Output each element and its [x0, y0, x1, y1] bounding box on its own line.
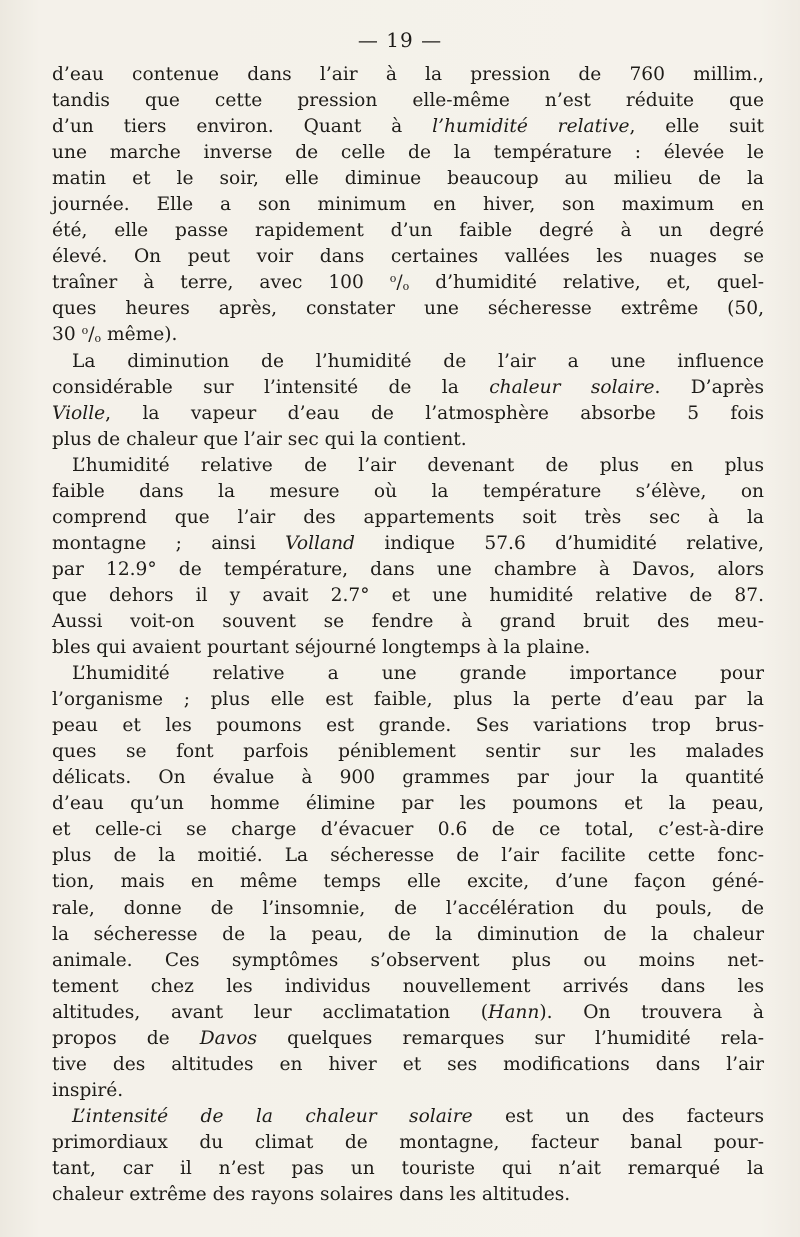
text-run: élevé. On peut voir dans certaines vallées les nuages se [52, 246, 764, 268]
paragraph [52, 62, 764, 349]
text-line [52, 557, 764, 583]
text-line [52, 531, 764, 557]
text-line [52, 322, 764, 348]
italic-term: Violle [52, 402, 106, 424]
text-run: animale. Ces symptômes s’observent plus ou moins net- [52, 949, 764, 971]
text-line [52, 140, 764, 166]
text-line [52, 62, 764, 88]
text-run: L’humidité relative a une grande importance pour [72, 663, 764, 685]
text-run: été, elle passe rapidement d’un faible degré à un degré [52, 220, 764, 242]
text-run: considérable sur l’intensité de la [52, 376, 490, 398]
italic-term: l’humidité relative [432, 116, 630, 138]
text-run: peau et les poumons est grande. Ses variations trop brus- [52, 715, 764, 737]
text-run: ques heures après, constater une sécheresse extrême (50, [52, 298, 764, 320]
text-line [52, 1156, 764, 1182]
paragraph [52, 349, 764, 453]
text-line [52, 1000, 764, 1026]
text-line [52, 375, 764, 401]
text-run: , elle suit [629, 116, 764, 138]
text-run: tant, car il n’est pas un touriste qui n’ait remarqué la [52, 1157, 764, 1179]
text-run: 30 [52, 324, 82, 346]
text-line [52, 869, 764, 895]
text-run: / [88, 324, 95, 346]
text-line [52, 427, 764, 453]
text-line [52, 505, 764, 531]
text-run: primordiaux du climat de montagne, facteur banal pour- [52, 1131, 764, 1153]
text-line [52, 244, 764, 270]
text-run: journée. Elle a son minimum en hiver, son maximum en [52, 194, 764, 216]
text-line [52, 635, 764, 661]
text-line [52, 1130, 764, 1156]
text-run: faible dans la mesure où la température s’élève, on [52, 480, 764, 502]
text-line [52, 88, 764, 114]
text-run: . D’après [654, 376, 765, 398]
text-run: d’un tiers environ. Quant à [52, 116, 433, 138]
text-run: rale, donne de l’insomnie, de l’accélération du pouls, de [52, 897, 764, 919]
text-run: tandis que cette pression elle-même n’est réduite que [52, 90, 764, 112]
text-run: que dehors il y avait 2.7° et une humidité relative de 87. [52, 584, 764, 606]
text-run: plus de chaleur que l’air sec qui la contient. [52, 428, 467, 450]
text-line [52, 948, 764, 974]
text-run: comprend que l’air des appartements soit très sec à la [52, 506, 764, 528]
text-run: tion, mais en même temps elle excite, d’une façon géné- [52, 871, 764, 893]
text-run: d’humidité relative, et, quel- [409, 272, 765, 294]
text-run: plus de la moitié. La sécheresse de l’air facilite cette fonc- [52, 845, 764, 867]
text-run: chaleur extrême des rayons solaires dans les altitudes. [52, 1184, 571, 1206]
italic-term: L’intensité de la chaleur solaire [72, 1105, 473, 1127]
text-line [52, 843, 764, 869]
italic-term: Davos [199, 1027, 257, 1049]
text-line [52, 349, 764, 375]
text-run: bles qui avaient pourtant séjourné longtemps à la plaine. [52, 637, 591, 659]
text-line [52, 401, 764, 427]
text-line [52, 791, 764, 817]
text-line [52, 817, 764, 843]
text-run: et celle-ci se charge d’évacuer 0.6 de ce total, c’est-à-dire [52, 819, 764, 841]
text-run: ). On trouvera à [539, 1001, 764, 1023]
text-run: traîner à terre, avec 100 [52, 272, 390, 294]
text-run: l’organisme ; plus elle est faible, plus la perte d’eau par la [52, 689, 764, 711]
paragraph [52, 453, 764, 661]
italic-term: Hann [488, 1001, 540, 1023]
text-line [52, 687, 764, 713]
italic-term: Volland [285, 532, 355, 554]
text-line [52, 583, 764, 609]
paragraph [52, 1104, 764, 1208]
text-line [52, 765, 764, 791]
text-line [52, 1078, 764, 1104]
text-run: délicats. On évalue à 900 grammes par jour la quantité [52, 767, 764, 789]
text-run: tive des altitudes en hiver et ses modifications dans l’air [52, 1053, 764, 1075]
text-run: tement chez les individus nouvellement arrivés dans les [52, 975, 764, 997]
text-run: est un des facteurs [472, 1105, 764, 1127]
text-line [52, 739, 764, 765]
text-run: La diminution de l’humidité de l’air a une influence [72, 350, 764, 372]
text-line [52, 609, 764, 635]
text-run: inspiré. [52, 1079, 124, 1101]
body-text [52, 62, 764, 1208]
superscript: o [389, 272, 397, 286]
text-run: L’humidité relative de l’air devenant de plus en plus [72, 454, 764, 476]
text-run: une marche inverse de celle de la température : élevée le [52, 142, 764, 164]
text-line [52, 1052, 764, 1078]
text-line [52, 1104, 764, 1130]
text-run: , la vapeur d’eau de l’atmosphère absorbe 5 fois [105, 402, 764, 424]
text-line [52, 713, 764, 739]
text-line [52, 218, 764, 244]
text-line [52, 661, 764, 687]
text-line [52, 1026, 764, 1052]
subscript: o [402, 280, 410, 294]
text-run: / [396, 272, 403, 294]
text-line [52, 114, 764, 140]
text-line [52, 974, 764, 1000]
superscript: o [81, 324, 89, 338]
text-run: la sécheresse de la peau, de la diminution de la chaleur [52, 923, 764, 945]
text-line [52, 192, 764, 218]
text-run: altitudes, avant leur acclimatation ( [52, 1001, 489, 1023]
text-run: d’eau contenue dans l’air à la pression de 760 millim., [52, 64, 764, 85]
text-line [52, 479, 764, 505]
subscript: o [94, 332, 102, 346]
text-run: montagne ; ainsi [52, 532, 286, 554]
paragraph [52, 661, 764, 1104]
italic-term: chaleur solaire [489, 376, 655, 398]
text-line [52, 453, 764, 479]
page-number: — 19 — [357, 28, 443, 52]
text-line [52, 166, 764, 192]
text-run: même). [101, 324, 178, 346]
text-run: par 12.9° de température, dans une chambre à Davos, alors [52, 558, 764, 580]
text-line [52, 270, 764, 296]
text-line [52, 296, 764, 322]
text-run: indique 57.6 d’humidité relative, [354, 532, 764, 554]
text-line [52, 1182, 764, 1208]
text-run: d’eau qu’un homme élimine par les poumons et la peau, [52, 793, 764, 815]
text-run: quelques remarques sur l’humidité rela- [256, 1027, 764, 1049]
text-run: ques se font parfois péniblement sentir sur les malades [52, 741, 764, 763]
text-run: propos de [52, 1027, 200, 1049]
text-run: Aussi voit-on souvent se fendre à grand bruit des meu- [52, 610, 764, 632]
text-line [52, 922, 764, 948]
text-line [52, 896, 764, 922]
text-run: matin et le soir, elle diminue beaucoup au milieu de la [52, 168, 764, 190]
